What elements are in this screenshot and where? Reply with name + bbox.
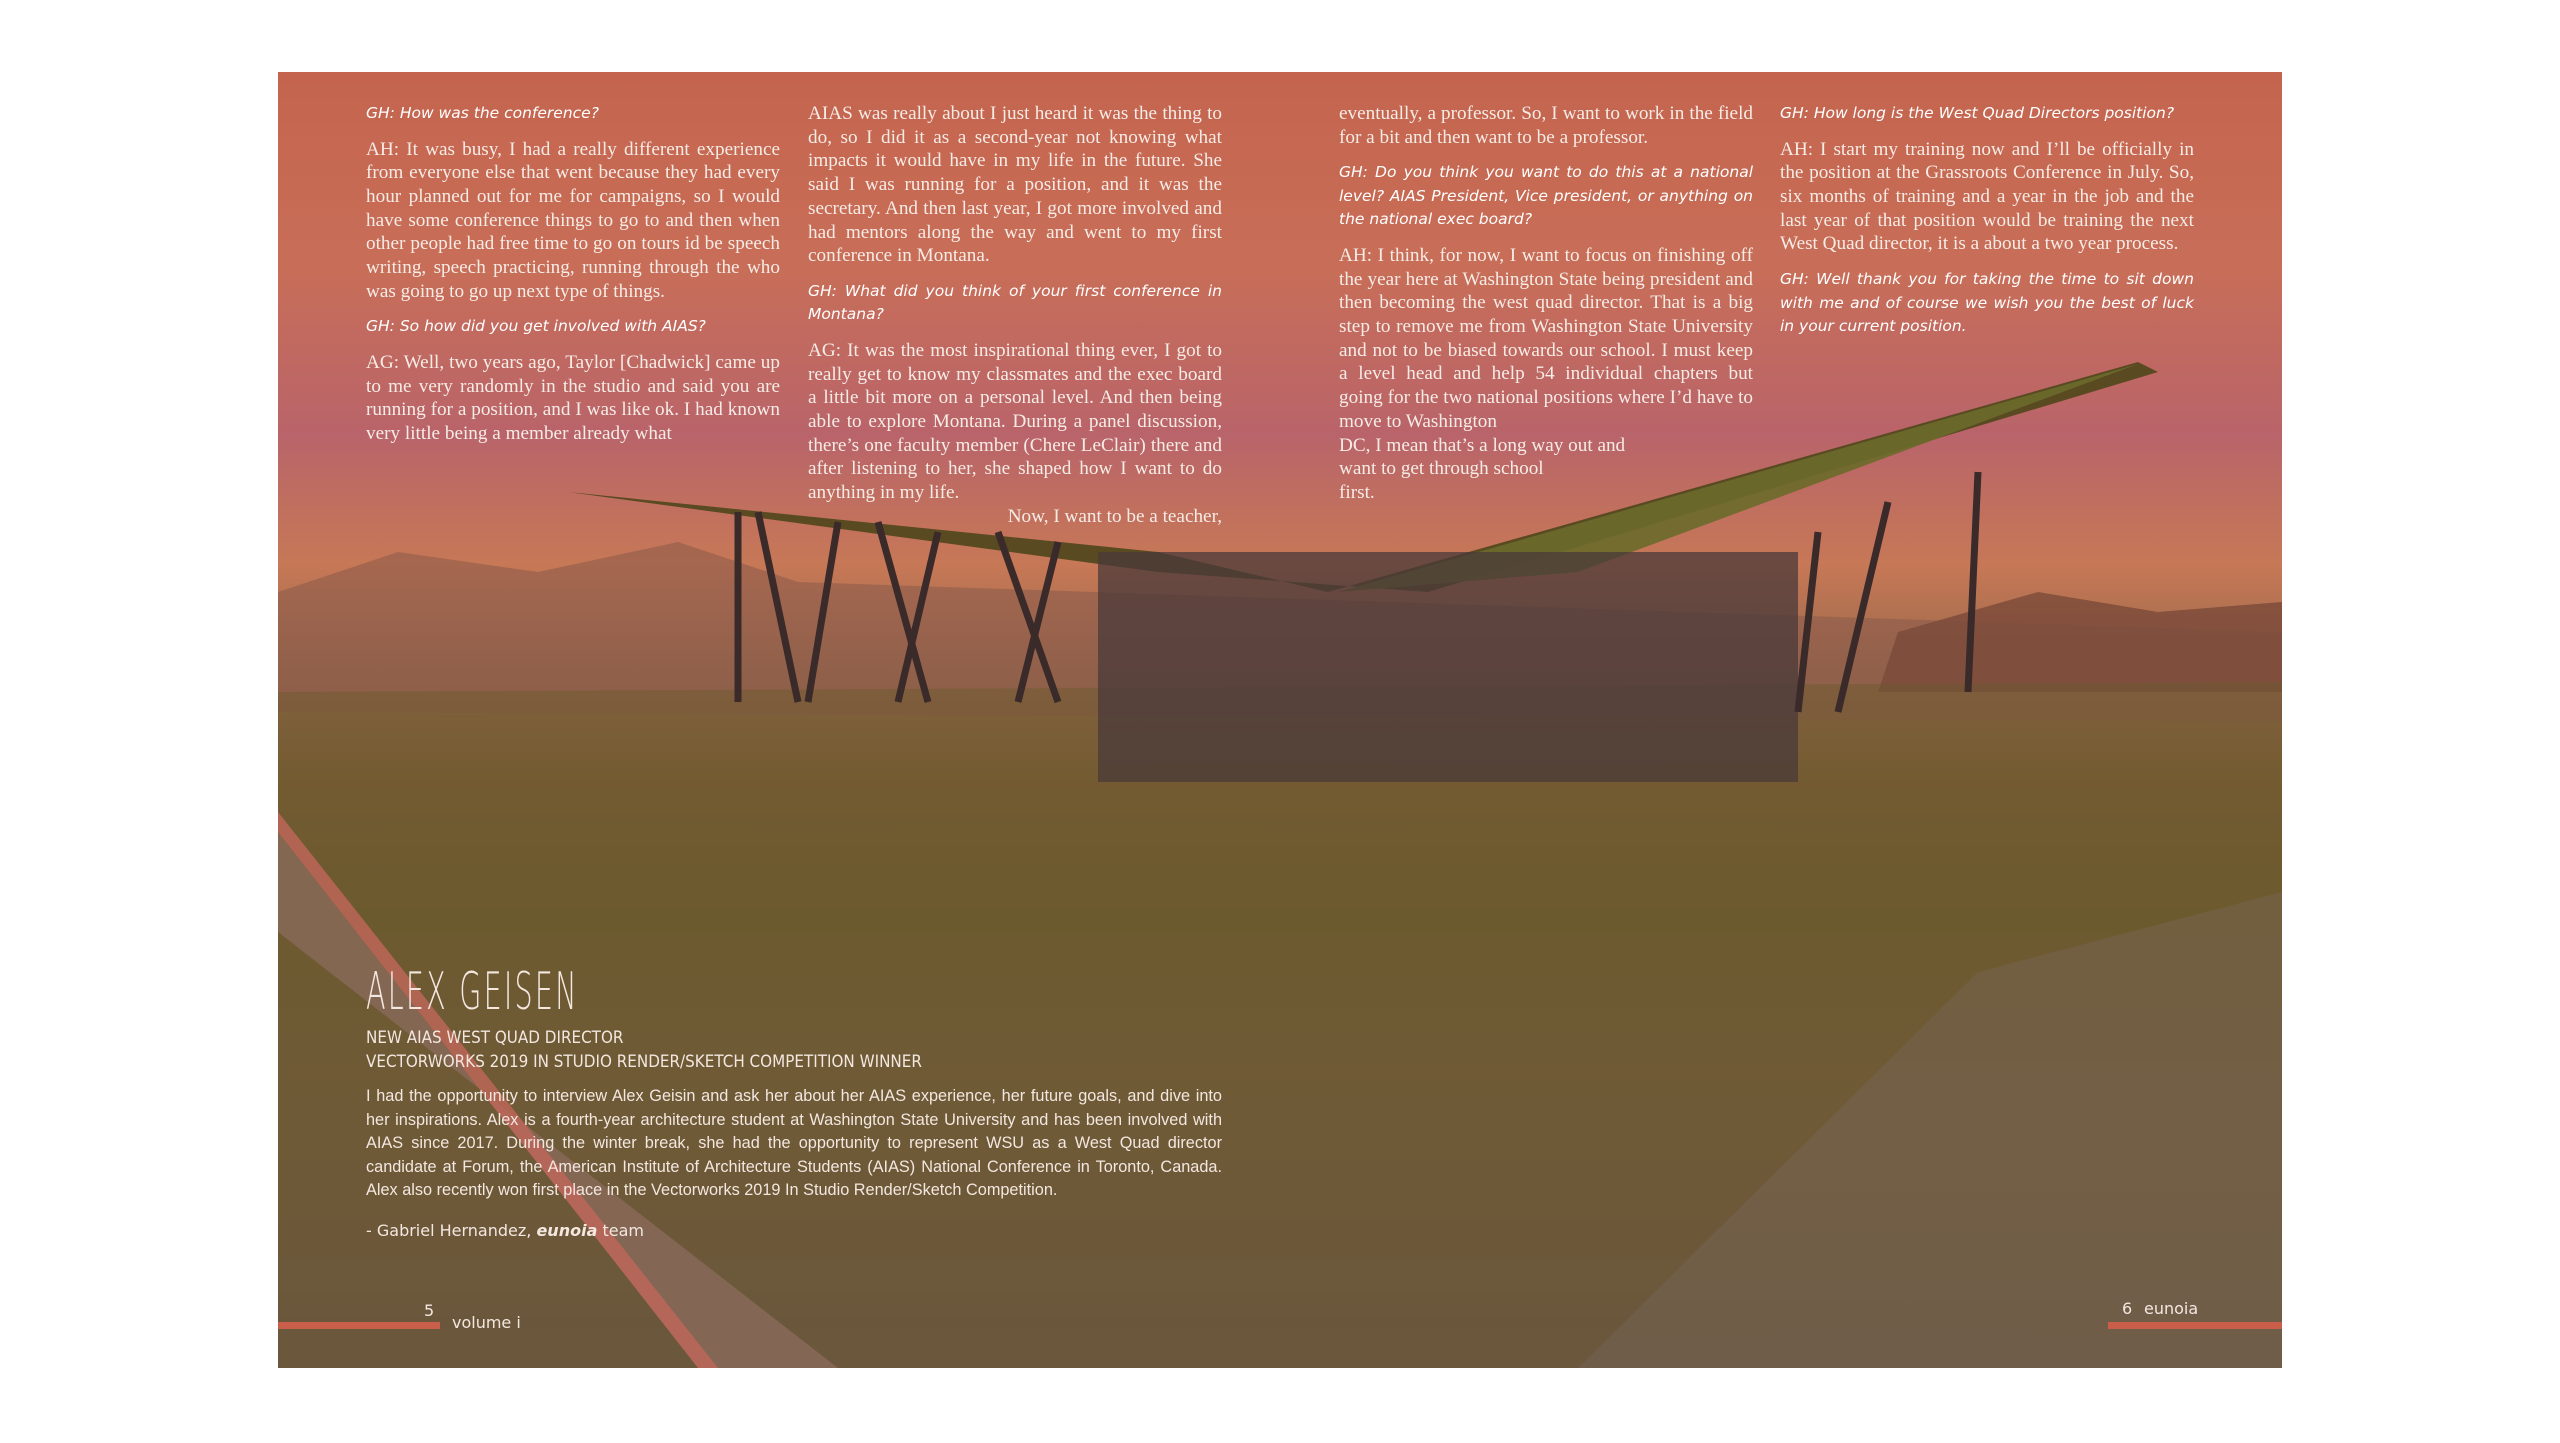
subtitle: NEW AIAS WEST QUAD DIRECTOR (366, 1028, 624, 1047)
question: GH: Well thank you for taking the time to sit down with me and of course we wish you the best of luck in your current position. (1780, 270, 2194, 336)
answer: AG: Well, two years ago, Taylor [Chadwick] came up to me very randomly in the studio and said you are running for a position, and I was like ok. I had known very little being a member already what (366, 351, 780, 445)
answer-continued: Now, I want to be a teacher, (1007, 505, 1222, 527)
intro-paragraph: I had the opportunity to interview Alex Geisin and ask her about her AIAS experience, her future goals, and dive into her inspirations. Alex is a fourth-year architecture student at Washington State University and has been involved with AIAS since 2017. During the winter break, she had the opportunity to represent WSU as a West Quad director candidate at Forum, the American Institute of Architecture Students (AIAS) National Conference in Toronto, Canada. Alex also recently won first place in the Vectorworks 2019 In Studio Render/Sketch Competition. (366, 1087, 1222, 1200)
footer-label-left: volume i (452, 1313, 521, 1332)
answer-line: first. (1339, 481, 1375, 503)
question: GH: So how did you get involved with AIAS? (366, 317, 706, 336)
page-number-left: 5 (424, 1301, 435, 1320)
question: GH: How long is the West Quad Directors position? (1780, 104, 2175, 122)
question: GH: Do you think you want to do this at a national level? AIAS President, Vice president, or anything on the national exec board? (1339, 163, 1753, 229)
magazine-spread (278, 72, 2282, 1368)
article-title: ALEX GEISEN (366, 962, 579, 1022)
footer-bar-left (278, 1322, 440, 1329)
magazine-name: eunoia (536, 1220, 598, 1240)
answer-line: want to get through school (1339, 458, 1544, 480)
answer-line: DC, I mean that’s a long way out and (1339, 434, 1626, 456)
page-number-right: 6 (2122, 1299, 2133, 1318)
footer-label-right: eunoia (2144, 1299, 2199, 1318)
question: GH: What did you think of your first conference in Montana? (808, 281, 1222, 324)
interview-column-3 (1339, 102, 1753, 505)
answer: AH: I start my training now and I’ll be officially in the position at the Grassroots Conference in July. So, six months of training and a year in the job and the last year of that position would be training the next West Quad director, it is a about a two year process. (1780, 138, 2194, 255)
subtitle: VECTORWORKS 2019 IN STUDIO RENDER/SKETCH COMPETITION WINNER (366, 1051, 922, 1071)
answer: AH: It was busy, I had a really different experience from everyone else that went because they had every hour planned out for me for campaigns, so I would have some conference things to go to and then when other people had free time to go on tours id be speech writing, speech practicing, running through the who was going to go up next type of things. (366, 138, 780, 302)
interview-column-1 (366, 102, 780, 458)
credit-prefix: - Gabriel Hernandez, (366, 1220, 532, 1240)
article-intro (366, 962, 1222, 1241)
answer: AH: I think, for now, I want to focus on finishing off the year here at Washington State being president and then becoming the west quad director. That is a big step to remove me from Washington State University and not to be biased towards our school. I must keep a level head and help 54 individual chapters but going for the two national positions where I’d have to move to Washington (1339, 244, 1753, 432)
credit-suffix: team (602, 1220, 644, 1240)
footer-bar-right (2108, 1322, 2282, 1329)
question: GH: How was the conference? (366, 104, 599, 122)
answer: AG: It was the most inspirational thing ever, I got to really get to know my classmates and the exec board a little bit more on a personal level. And then being able to explore Montana. During a panel discussion, there’s one faculty member (Chere LeClair) there and after listening to her, she shaped how I want to do anything in my life. (808, 339, 1222, 504)
interview-column-2 (808, 102, 1222, 529)
answer: eventually, a professor. So, I want to work in the field for a bit and then want to be a professor. (1339, 103, 1753, 148)
author-credit (366, 1221, 1222, 1241)
interview-column-4 (1780, 102, 2194, 351)
answer: AIAS was really about I just heard it was the thing to do, so I did it as a second-year not knowing what impacts it would have in my life in the future. She said I was running for a position, and it was the secretary. And then last year, I got more involved and had mentors along the way and went to my first conference in Montana. (808, 103, 1222, 267)
